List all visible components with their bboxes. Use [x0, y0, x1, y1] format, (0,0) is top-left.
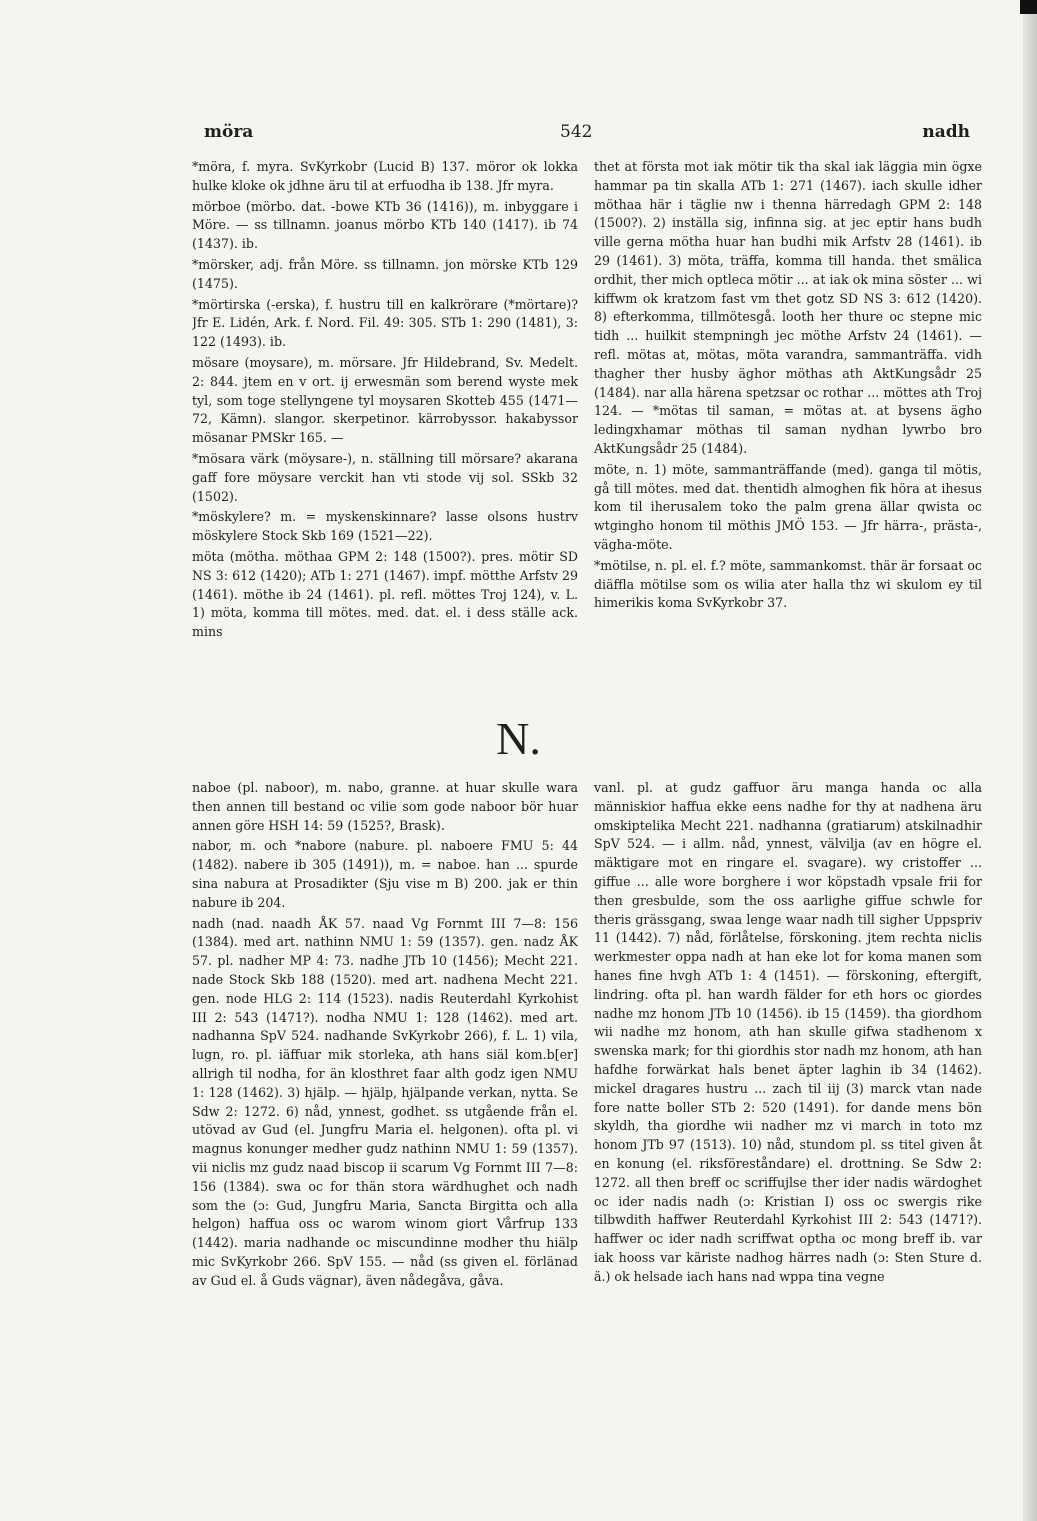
scan-corner [1020, 0, 1037, 14]
entry-nabor: nabor, m. och *nabore (nabure. pl. naboere FMU 5: 44 (1482). nabere ib 305 (1491)), m. = naboe. han ... spurde sina nabura at Prosadikter (Sju vise m B) 200. jak er thin nabure ib 204. [192, 838, 578, 910]
page-number: 542 [560, 122, 593, 142]
entry-mota: möta (mötha. möthaa GPM 2: 148 (1500?). pres. mötir SD NS 3: 612 (1420); ATb 1: 271 (1467). impf. mötthe Arfstv 29 (1461). möthe ib 24 (1461). pl. refl. möttes Troj 124), v. L. 1) möta, komma till mötes. med. dat. el. i dess ställe ack. mins [192, 548, 578, 640]
bottom-right-column [594, 779, 982, 1369]
entry-motilse: *mötilse, n. pl. el. f.? möte, sammankomst. thär är forsaat oc diäffla mötilse som os wilia ater halla thz wi skulom ey til himerikis koma SvKyrkobr 37. [594, 557, 982, 611]
entry-mortirska: *mörtirska (-erska), f. hustru till en kalkrörare (*mörtare)? Jfr E. Lidén, Ark. f. Nord. Fil. 49: 305. STb 1: 290 (1481), 3: 122 (1493). ib. [192, 296, 578, 350]
entry-morsker: *mörsker, adj. från Möre. ss tillnamn. jon mörske KTb 129 (1475). [192, 256, 578, 291]
bottom-left-column [192, 779, 578, 1369]
entry-nadh-continued: vanl. pl. at gudz gaffuor äru manga handa oc alla människior haffua ekke eens nadhe for thy at nadhena äru omskiptelika Mecht 221. nadhanna (gratiarum) atskilnadhir SpV 524. — i allm. nåd, ynnest, välvilja (av en högre el. mäktigare mot en ringare el. svagare). wy cristoffer ... giffue ... alle wore borghere i wor köpstadh vpsale frii for then gresbulde, som the oss aarlighe giffue schwle for theris grässgang, swaa lenge waar nadh till sigher Uppspriv 11 (1442). 7) nåd, förlåtelse, förskoning. jtem rechta niclis werkmester oppa nadh at han eke lot for koma manen som hanes fine hvgh ATb 1: 4 (1451). — förskoning, eftergift, lindring. ofta pl. han wardh fälder for eth hors oc giordes nadhe mz honom JTb 10 (1456). ib 15 (1459). tha giordhom wii nadhe mz honom, ath han skulle gifwa stadhenom x swenska mark; for thi giordhis stor nadh mz honom, ath han hafdhe forwärkat hals benet äpter laghin ib 34 (1462). mickel dragares hustru ... zach til iij (3) marck vtan nade fore natte boller STb 2: 520 (1491). for dande mens bön skyldh, tha giordhe wii nadher mz vi march in toto mz honom JTb 97 (1513). 10) nåd, stundom pl. ss titel given åt en konung (el. riksföreståndare) el. drottning. Se Sdw 2: 1272. all then breff oc scriffujlse ther ider nadis wärdoghet oc ider nadis nadh (ɔ: Kristian I) oss oc swergis rike tilbwdith haffwer Reuterdahl Kyrkohist III 2: 543 (1471?). haffwer oc ider nadh scriffwat optha oc mong breff ib. var iak hooss var käriste nadhog härres nadh (ɔ: Sten Sture d. ä.) ok helsade iach hans nad wppa tina vegne [594, 780, 982, 1284]
header-right-guideword: nadh [922, 122, 970, 142]
page-edge-shadow [1023, 0, 1037, 1521]
entry-moskylere: *möskylere? m. = myskenskinnare? lasse olsons hustrv möskylere Stock Skb 169 (1521—22). [192, 509, 578, 544]
entry-mosare: mösare (moysare), m. mörsare. Jfr Hildebrand, Sv. Medelt. 2: 844. jtem en v ort. ij erwesmän som berend wyste mek tyl, som toge stellyngene tyl moysaren Skotteb 455 (1471—72, Kämn). slangor. skerpetinor. kärrobyssor. hakabyssor mösanar PMSkr 165. — [192, 354, 578, 446]
entry-morboe: mörboe (mörbo. dat. -bowe KTb 36 (1416)), m. inbyggare i Möre. — ss tillnamn. joanus mörbo KTb 140 (1417). ib 74 (1437). ib. [192, 198, 578, 252]
section-letter: N. [496, 713, 541, 764]
entry-nadh: nadh (nad. naadh ÅK 57. naad Vg Fornmt III 7—8: 156 (1384). med art. nathinn NMU 1: 59 (1357). gen. nadz ÅK 57. pl. nadher MP 4: 73. nadhe JTb 10 (1456); Mecht 221. nade Stock Skb 188 (1520). med art. nadhena Mecht 221. gen. node HLG 2: 114 (1523). nadis Reuterdahl Kyrkohist III 2: 543 (1471?). nodha NMU 1: 128 (1462). med art. nadhanna SpV 524. nadhande SvKyrkobr 266), f. L. 1) vila, lugn, ro. pl. iäffuar mik storleka, ath hans siäl kom.b[er] allrigh til nodha, for än klosthret faar alth godz igen NMU 1: 128 (1462). 3) hjälp. — hjälp, hjälpande verkan, nytta. Se Sdw 2: 1272. 6) nåd, ynnest, godhet. ss utgående från el. utövad av Gud (el. Jungfru Maria el. helgonen). ofta pl. vi magnus konunger medher gudz nathinn NMU 1: 59 (1357). vii niclis mz gudz naad biscop ii scarum Vg Fornmt III 7—8: 156 (1384). swa oc for thän stora wärdhughet och nadh som the (ɔ: Gud, Jungfru Maria, Sancta Birgitta och alla helgon) haffua oss oc warom winom giort Vårfrup 133 (1442). maria nadhande oc miscundinne modher thu hiälp mic SvKyrkobr 266. SpV 155. — nåd (ss given el. förlänad av Gud el. å Guds vägnar), även nådegåva, gåva. [192, 915, 578, 1288]
top-left-column [192, 158, 578, 668]
entry-naboe: naboe (pl. naboor), m. nabo, granne. at huar skulle wara then annen till bestand oc vilie som gode naboor bör huar annen göre HSH 14: 59 (1525?, Brask). [192, 780, 578, 833]
header-left-guideword: möra [204, 122, 254, 142]
entry-mosara-vark: *mösara värk (möysare-), n. ställning till mörsare? akarana gaff fore möysare verckit han vti stode vij sol. SSkb 32 (1502). [192, 450, 578, 504]
entry-mota-continued: thet at första mot iak mötir tik tha skal iak läggia min ögxe hammar pa tin skalla ATb 1: 271 (1467). iach skulle idher möthaa här i täglie nw i thenna härredagh GPM 2: 148 (1500?). 2) inställa sig, infinna sig. at jec eptir hans budh ville gerna mötha huar han budhi mik Arfstv 28 (1461). ib 29 (1461). 3) möta, träffa, komma till handa. thet smälica ordhit, ther mich optleca mötir ... at iak ok mina söster ... wi kiffwm ok kratzom fast vm thet gotz SD NS 3: 612 (1420). 8) efterkomma, tillmötesgå. looth her thure oc stepne mic tidh ... huilkit stempningh jec möthe Arfstv 24 (1461). — refl. mötas at, mötas, möta varandra, sammanträffa. vidh thagher ther husby äghor möthas ath AktKungsådr 25 (1484). nar alla härena spetzsar oc rothar ... möttes ath Troj 124. — *mötas til saman, = mötas at. at bysens ägho ledingxhamar möthas til saman nydhan lywrbo bro AktKungsådr 25 (1484). [594, 159, 982, 456]
page-header [190, 122, 970, 148]
entry-mora: *möra, f. myra. SvKyrkobr (Lucid B) 137. möror ok lokka hulke kloke ok jdhne äru til at erfuodha ib 138. Jfr myra. [192, 159, 578, 193]
entry-mote: möte, n. 1) möte, sammanträffande (med). ganga til mötis, gå till mötes. med dat. thentidh almoghen fik höra at ihesus kom til iherusalem toko the palm grena ällar qwista oc wtgingho honom til möthis JMÖ 153. — Jfr härra-, prästa-, vägha-möte. [594, 461, 982, 552]
top-right-column [594, 158, 982, 668]
